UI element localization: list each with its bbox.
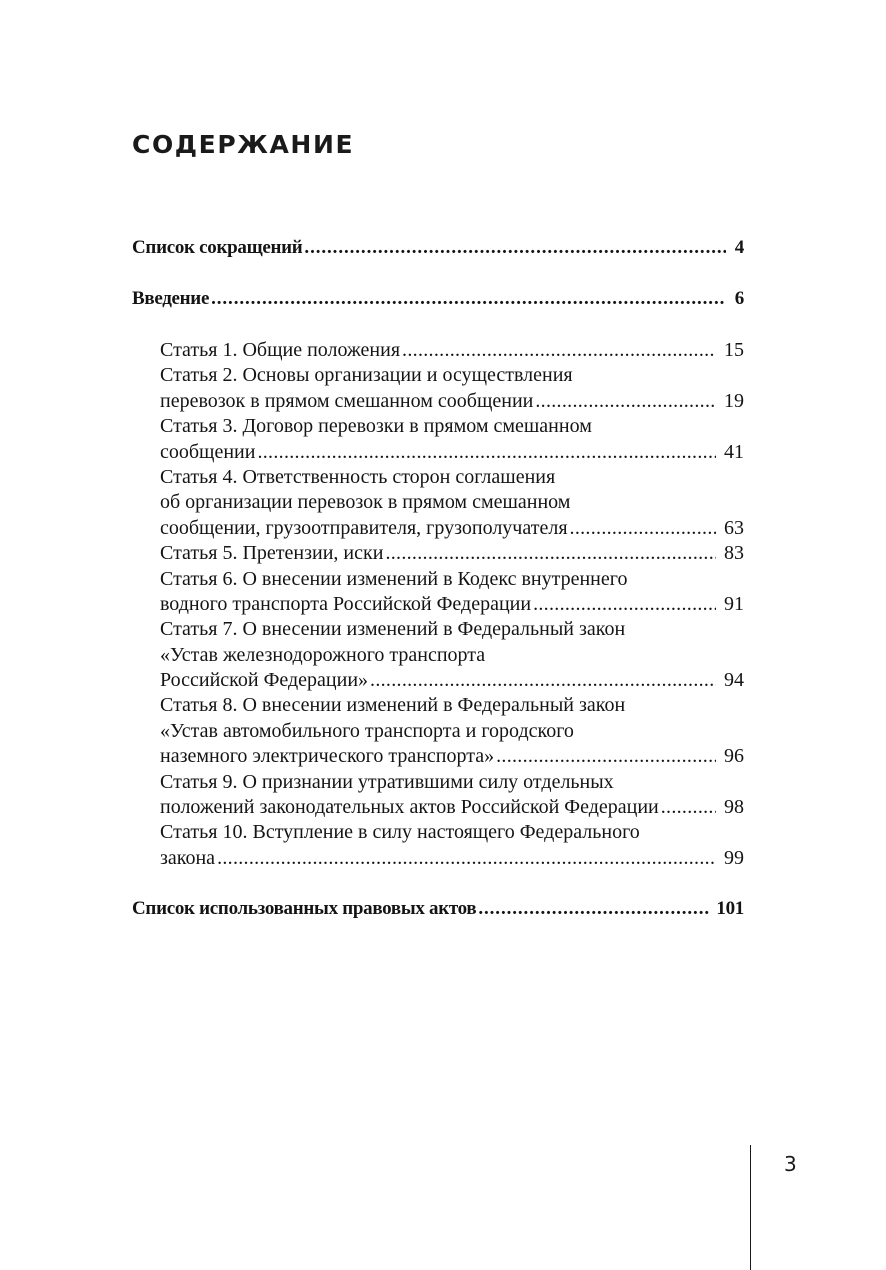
dot-leader <box>370 669 716 692</box>
toc-entry-title: Список использованных правовых актов <box>132 898 477 919</box>
toc-entry-title: наземного электрического транспорта» <box>160 745 495 767</box>
dot-leader <box>533 593 716 616</box>
toc-entry-article-9[interactable] <box>160 796 744 819</box>
toc-entry-article-2[interactable] <box>160 390 744 413</box>
toc-entry-article-4[interactable] <box>160 517 744 540</box>
toc-entry-title: Введение <box>132 288 210 309</box>
toc-entry-article-4-line-2[interactable]: об организации перевозок в прямом смешанном <box>160 491 571 513</box>
dot-leader <box>496 745 716 768</box>
toc-page-number: 91 <box>724 593 744 615</box>
toc-entry-title: водного транспорта Российской Федерации <box>160 593 532 615</box>
toc-page-number: 96 <box>724 745 744 767</box>
toc-entry-title: Список сокращений <box>132 237 303 258</box>
toc-entry-title: сообщении <box>160 441 256 463</box>
toc-entry-article-8-line-2[interactable]: «Устав автомобильного транспорта и городского <box>160 720 574 742</box>
toc-page-number: 41 <box>724 441 744 463</box>
dot-leader <box>211 288 726 310</box>
dot-leader <box>661 796 716 819</box>
dot-leader <box>257 441 716 464</box>
toc-entry-title: Статья 1. Общие положения <box>160 339 401 361</box>
dot-leader <box>217 847 716 870</box>
toc-entry-title: положений законодательных актов Российской Федерации <box>160 796 659 818</box>
toc-entry-title: перевозок в прямом смешанном сообщении <box>160 390 534 412</box>
toc-entry-legal-acts[interactable] <box>132 898 744 920</box>
toc-page-number: 15 <box>724 339 744 361</box>
toc-entry-article-1[interactable] <box>160 339 744 362</box>
toc-page-number: 6 <box>734 288 744 309</box>
page-title: СОДЕРЖАНИЕ <box>132 130 355 159</box>
toc-entry-abbreviations[interactable] <box>132 237 744 259</box>
toc-page-number: 4 <box>734 237 744 258</box>
toc-page-number: 98 <box>724 796 744 818</box>
toc-entry-article-10-line-1[interactable]: Статья 10. Вступление в силу настоящего Федерального <box>160 821 640 843</box>
page-number: 3 <box>784 1152 797 1176</box>
dot-leader <box>304 237 726 259</box>
toc-entry-article-7[interactable] <box>160 669 744 692</box>
toc-page-number: 19 <box>724 390 744 412</box>
toc-entry-article-7-line-1[interactable]: Статья 7. О внесении изменений в Федеральный закон <box>160 618 626 640</box>
toc-entry-title: закона <box>160 847 216 869</box>
toc-entry-article-5[interactable] <box>160 542 744 565</box>
toc-entry-title: сообщении, грузоотправителя, грузополучателя <box>160 517 568 539</box>
toc-page-number: 99 <box>724 847 744 869</box>
dot-leader <box>385 542 716 565</box>
toc-entry-article-3[interactable] <box>160 441 744 464</box>
toc-entry-article-8[interactable] <box>160 745 744 768</box>
toc-entry-article-10[interactable] <box>160 847 744 870</box>
dot-leader <box>535 390 716 413</box>
toc-entry-article-2-line-1[interactable]: Статья 2. Основы организации и осуществления <box>160 364 573 386</box>
toc-entry-article-9-line-1[interactable]: Статья 9. О признании утратившими силу отдельных <box>160 771 614 793</box>
toc-entry-article-4-line-1[interactable]: Статья 4. Ответственность сторон соглашения <box>160 466 556 488</box>
dot-leader <box>570 517 716 540</box>
toc-page-number: 94 <box>724 669 744 691</box>
toc-entry-article-6-line-1[interactable]: Статья 6. О внесении изменений в Кодекс внутреннего <box>160 568 628 590</box>
toc-page-number: 63 <box>724 517 744 539</box>
toc-entry-article-7-line-2[interactable]: «Устав железнодорожного транспорта <box>160 644 486 666</box>
margin-rule <box>750 1145 751 1270</box>
dot-leader <box>478 898 710 920</box>
toc-page-number: 83 <box>724 542 744 564</box>
toc-entry-article-3-line-1[interactable]: Статья 3. Договор перевозки в прямом смешанном <box>160 415 592 437</box>
toc-page-number: 101 <box>716 898 744 919</box>
dot-leader <box>402 339 716 362</box>
toc-entry-article-8-line-1[interactable]: Статья 8. О внесении изменений в Федеральный закон <box>160 694 626 716</box>
toc-entry-title: Статья 5. Претензии, иски <box>160 542 384 564</box>
toc-entry-title: Российской Федерации» <box>160 669 369 691</box>
toc-entry-article-6[interactable] <box>160 593 744 616</box>
toc-entry-introduction[interactable] <box>132 288 744 310</box>
